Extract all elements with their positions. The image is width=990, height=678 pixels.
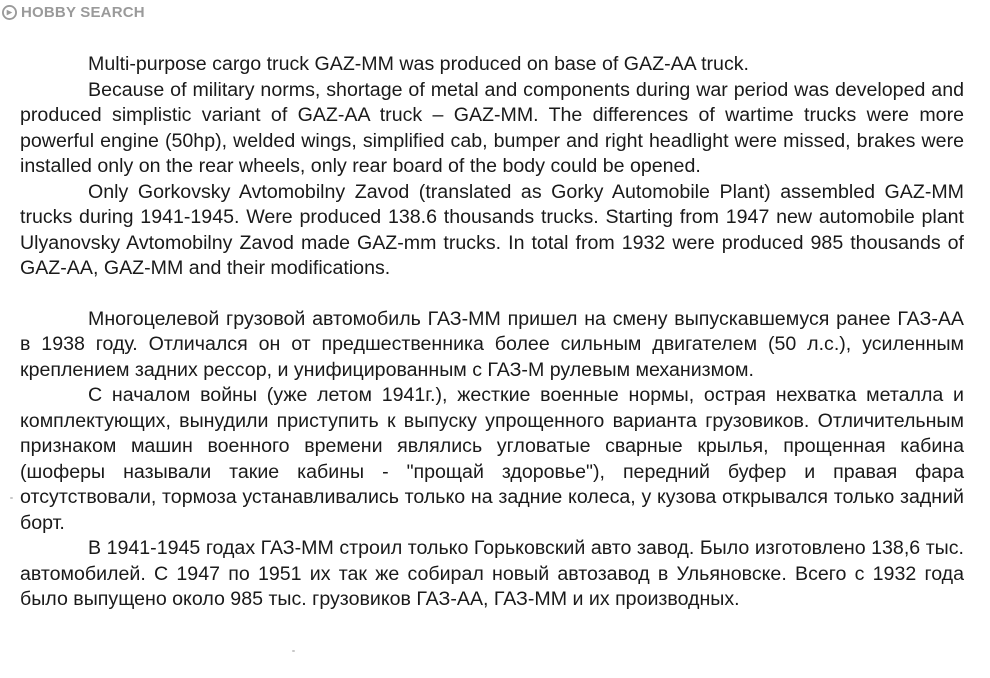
document-body — [20, 52, 964, 613]
english-paragraph-2: Because of military norms, shortage of metal and components during war period was developed and produced simplistic variant of GAZ-AA truck – GAZ-MM. The differences of wartime trucks were more powerful engine (50hp), welded wings, simplified cab, bumper and right headlight were missed, brakes were installed only on the rear wheels, only rear board of the body could be opened. — [20, 78, 964, 177]
hobby-logo-icon — [2, 5, 17, 20]
watermark — [2, 3, 145, 21]
scan-speck — [10, 497, 13, 499]
english-paragraph-1: Multi-purpose cargo truck GAZ-MM was produced on base of GAZ-AA truck. — [88, 53, 749, 75]
russian-paragraph-3: В 1941-1945 годах ГАЗ-ММ строил только Горьковский авто завод. Было изготовлено 138,6 тыс. автомобилей. С 1947 по 1951 их так же собирал новый автозавод в Ульяновске. Всего с 1932 года было выпущено около 985 тыс. грузовиков ГАЗ-АА, ГАЗ-ММ и их производных. — [20, 537, 964, 610]
scan-speck — [292, 650, 295, 652]
section-gap — [20, 282, 964, 307]
russian-paragraph-1: Многоцелевой грузовой автомобиль ГАЗ-ММ пришел на смену выпускавшемуся ранее ГАЗ-АА в 1938 году. Отличался он от предшественника более сильным двигателем (50 л.с.), усиленным креплением задних рессор, и унифицированным с ГАЗ-М рулевым механизмом. — [20, 307, 964, 381]
watermark-text: HOBBY SEARCH — [21, 3, 145, 21]
russian-paragraph-2: С началом войны (уже летом 1941г.), жесткие военные нормы, острая нехватка металла и комплектующих, вынудили приступить к выпуску упрощенного варианта грузовиков. Отличительным признаком машин военного времени являлись угловатые сварные крылья, прощенная кабина (шоферы называли такие кабины - "прощай здоровье"), передний буфер и правая фара отсутствовали, тормоза устанавливались только на задние колеса, у кузова открывался только задний борт. — [20, 384, 964, 534]
english-paragraph-3: Only Gorkovsky Avtomobilny Zavod (translated as Gorky Automobile Plant) assembled GAZ-MM trucks during 1941-1945. Were produced 138.6 thousands trucks. Starting from 1947 new automobile plant Ulyanovsky Avtomobilny Zavod made GAZ-mm trucks. In total from 1932 were produced 985 thousands of GAZ-AA, GAZ-MM and their modifications. — [20, 180, 964, 279]
